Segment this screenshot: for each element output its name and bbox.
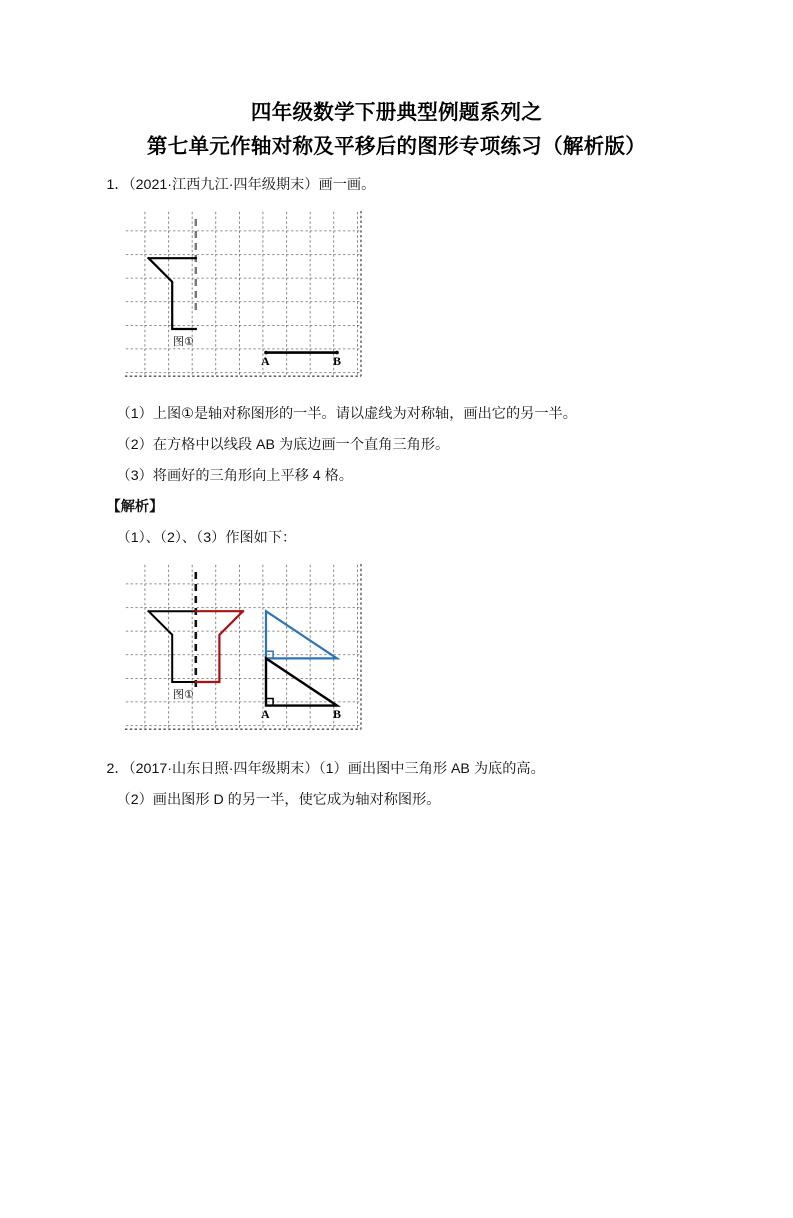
question-1-stem: 1．（2021·江西九江·四年级期末）画一画。 <box>106 177 376 193</box>
figure-2-grid <box>121 560 371 742</box>
question-1-sub-2: （2）在方格中以线段 AB 为底边画一个直角三角形。 <box>116 437 450 453</box>
question-1-sub-3: （3）将画好的三角形向上平移 4 格。 <box>116 468 353 484</box>
point-a-label-2: A <box>260 707 270 721</box>
analysis-text: （1）、（2）、（3）作图如下： <box>116 530 297 546</box>
document-page <box>0 96 793 1218</box>
question-2-stem: 2．（2017·山东日照·四年级期末）（1）画出图中三角形 AB 为底的高。 <box>106 761 545 777</box>
point-a-label-1: A <box>260 354 270 368</box>
question-1-sub-1: （1）上图①是轴对称图形的一半。请以虚线为对称轴，画出它的另一半。 <box>116 406 577 422</box>
title-block <box>0 96 793 164</box>
analysis-label: 【解析】 <box>106 499 164 515</box>
figure-2-shape-label: 图① <box>172 689 194 702</box>
figure-1-container <box>107 207 687 389</box>
question-2-sub-1: （2）画出图形 D 的另一半，使它成为轴对称图形。 <box>116 792 441 808</box>
point-b-label-1: B <box>332 354 341 368</box>
document-title-line-2: 第七单元作轴对称及平移后的图形专项练习（解析版） <box>146 135 647 158</box>
point-b-label-2: B <box>332 707 341 721</box>
document-title-line-1: 四年级数学下册典型例题系列之 <box>250 101 543 124</box>
figure-1-shape-label: 图① <box>172 336 194 349</box>
document-body <box>107 164 687 816</box>
figure-1-grid <box>121 207 371 389</box>
figure-2-container <box>107 560 687 742</box>
